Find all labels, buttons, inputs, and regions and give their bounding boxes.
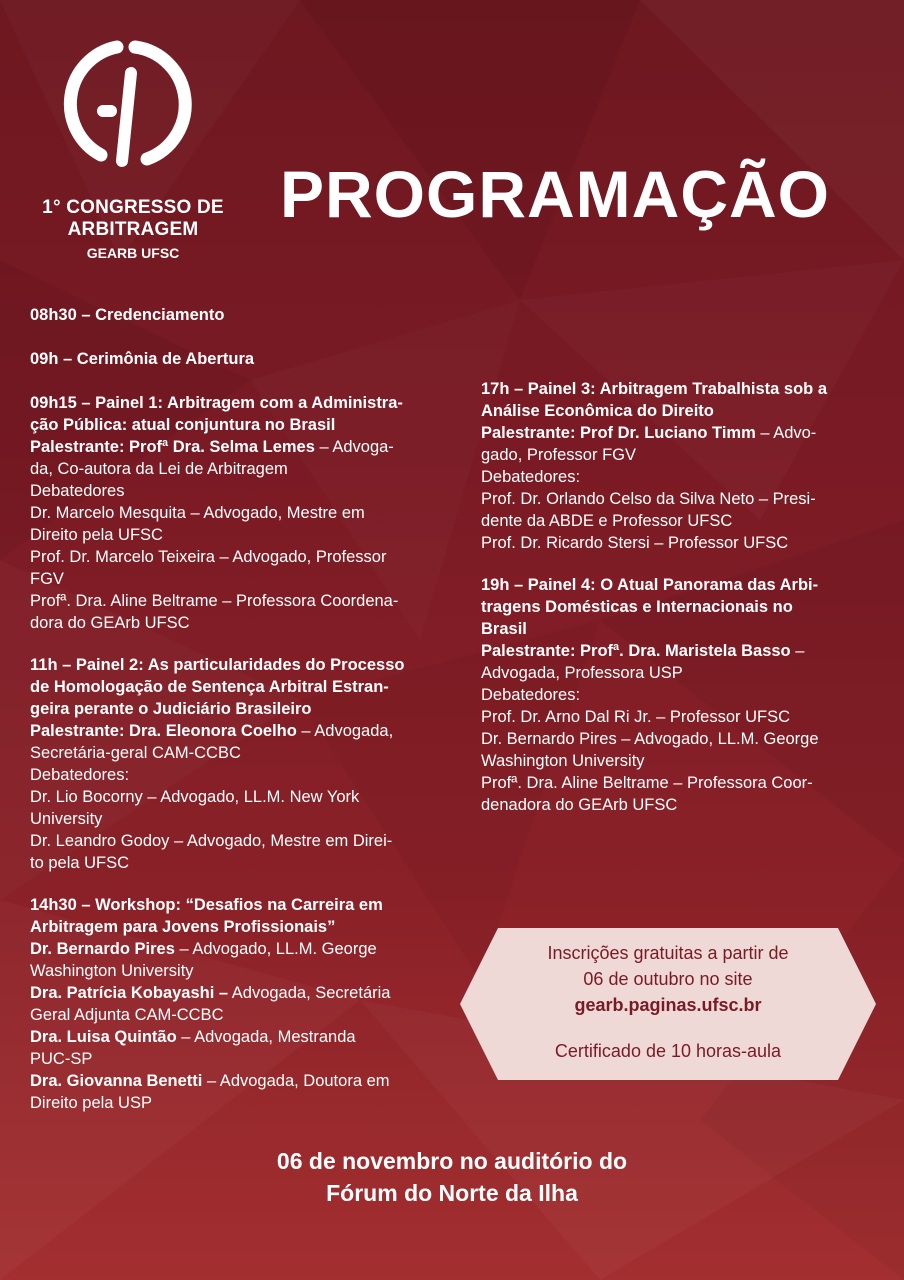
- schedule-line-text: Dr. Marcelo Mesquita – Advogado, Mestre em: [30, 504, 365, 522]
- schedule-block: [30, 894, 445, 1114]
- schedule-line-detail: – Advoga-: [314, 438, 394, 456]
- schedule-line: [481, 378, 866, 400]
- schedule-line-text: Dr. Bernardo Pires: [30, 940, 175, 958]
- schedule-line-text: Prof. Dr. Marcelo Teixeira – Advogado, Professor: [30, 548, 387, 566]
- schedule-line-detail: – Advo-: [755, 424, 817, 442]
- schedule-block: [30, 348, 445, 370]
- schedule-line-text: Debatedores:: [481, 468, 581, 486]
- schedule-line-text: Direito pela UFSC: [30, 526, 163, 544]
- schedule-line-text: Secretária-geral CAM-CCBC: [30, 744, 241, 762]
- schedule-line-text: geira perante o Judiciário Brasileiro: [30, 700, 312, 718]
- schedule-line-text: dora do GEArb UFSC: [30, 614, 190, 632]
- schedule-block: [481, 574, 866, 816]
- schedule-line: [30, 654, 445, 676]
- schedule-line-text: de Homologação de Sentença Arbitral Estran-: [30, 678, 389, 696]
- congress-name: [22, 197, 244, 263]
- schedule-line-text: 08h30 – Credenciamento: [30, 306, 225, 324]
- schedule-line: [30, 1048, 445, 1070]
- schedule-line: [30, 982, 445, 1004]
- schedule-line: [481, 574, 866, 596]
- schedule-line: [481, 794, 866, 816]
- registration-line1: Inscrições gratuitas a partir de: [547, 943, 789, 963]
- schedule-line-text: 09h15 – Painel 1: Arbitragem com a Administra-: [30, 394, 403, 412]
- schedule-line-text: 11h – Painel 2: As particularidades do Processo: [30, 656, 405, 674]
- congress-logo-icon: [55, 35, 195, 175]
- schedule-line: [30, 830, 445, 852]
- schedule-line: [481, 640, 866, 662]
- schedule-line: [30, 436, 445, 458]
- schedule-line-text: Dr. Lio Bocorny – Advogado, LL.M. New York: [30, 788, 360, 806]
- schedule-line-text: FGV: [30, 570, 64, 588]
- schedule-line: [30, 916, 445, 938]
- schedule-block: [30, 304, 445, 326]
- schedule-line-text: Profª. Dra. Aline Beltrame – Professora Coor-: [481, 774, 813, 792]
- schedule-line: [481, 596, 866, 618]
- event-date-venue: [0, 1145, 904, 1209]
- schedule-line: [481, 662, 866, 684]
- schedule-line-text: Dra. Giovanna Benetti: [30, 1072, 203, 1090]
- schedule-line-text: Debatedores: [30, 482, 125, 500]
- schedule-line: [30, 960, 445, 982]
- schedule-line-text: Análise Econômica do Direito: [481, 402, 714, 420]
- schedule-line-detail: – Advogada,: [296, 722, 394, 740]
- schedule-line-text: Washington University: [30, 962, 194, 980]
- schedule-line-text: Dra. Patrícia Kobayashi –: [30, 984, 229, 1002]
- schedule-line: [481, 444, 866, 466]
- schedule-line-detail: –: [790, 642, 805, 660]
- schedule-line: [30, 676, 445, 698]
- schedule-line: [481, 488, 866, 510]
- schedule-line-text: Prof. Dr. Orlando Celso da Silva Neto – Presi-: [481, 490, 816, 508]
- schedule-line: [30, 348, 445, 370]
- schedule-line: [30, 590, 445, 612]
- schedule-line: [30, 546, 445, 568]
- event-date: 06 de novembro no auditório do: [276, 1148, 628, 1174]
- certificate-info: Certificado de 10 horas-aula: [554, 1041, 782, 1061]
- schedule-line-text: Geral Adjunta CAM-CCBC: [30, 1006, 224, 1024]
- schedule-line: [30, 786, 445, 808]
- schedule-line: [481, 466, 866, 488]
- schedule-line-text: 09h – Cerimônia de Abertura: [30, 350, 255, 368]
- schedule-line-text: tragens Domésticas e Internacionais no: [481, 598, 793, 616]
- schedule-line: [30, 808, 445, 830]
- schedule-block: [481, 378, 866, 554]
- congress-title: 1° CONGRESSO DE ARBITRAGEM: [42, 197, 224, 240]
- registration-box: [460, 928, 876, 1080]
- schedule-line-text: Dr. Leandro Godoy – Advogado, Mestre em Direi-: [30, 832, 393, 850]
- schedule-line-text: 17h – Painel 3: Arbitragem Trabalhista sob a: [481, 380, 828, 398]
- schedule-line: [481, 772, 866, 794]
- schedule-line-detail: Advogada, Secretária: [228, 984, 391, 1002]
- schedule-line: [30, 612, 445, 634]
- schedule-line: [481, 750, 866, 772]
- schedule-line-detail: – Advogado, LL.M. George: [174, 940, 377, 958]
- schedule-block: [30, 392, 445, 634]
- schedule-line-text: University: [30, 810, 103, 828]
- schedule-line: [481, 532, 866, 554]
- schedule-line-text: Palestrante: Prof Dr. Luciano Timm: [481, 424, 756, 442]
- schedule-line: [30, 720, 445, 742]
- schedule-line: [30, 392, 445, 414]
- schedule-line-text: Palestrante: Profª. Dra. Maristela Basso: [481, 642, 791, 660]
- schedule-line-text: 14h30 – Workshop: “Desafios na Carreira em: [30, 896, 383, 914]
- schedule-line-text: gado, Professor FGV: [481, 446, 636, 464]
- schedule-line-text: PUC-SP: [30, 1050, 93, 1068]
- schedule-line: [481, 728, 866, 750]
- schedule-line-detail: – Advogada, Doutora em: [202, 1072, 390, 1090]
- schedule-line-text: Prof. Dr. Ricardo Stersi – Professor UFSC: [481, 534, 789, 552]
- schedule-line: [30, 1026, 445, 1048]
- schedule-line-text: Direito pela USP: [30, 1094, 152, 1112]
- schedule-line-text: to pela UFSC: [30, 854, 130, 872]
- schedule-line: [30, 1070, 445, 1092]
- registration-line2: 06 de outubro no site: [583, 969, 753, 989]
- schedule-line-text: Advogada, Professora USP: [481, 664, 683, 682]
- page-title: PROGRAMAÇÃO: [280, 157, 830, 231]
- schedule-line: [30, 894, 445, 916]
- schedule-line-text: Dra. Luisa Quintão: [30, 1028, 177, 1046]
- schedule-line-text: dente da ABDE e Professor UFSC: [481, 512, 733, 530]
- schedule-line-text: Washington University: [481, 752, 645, 770]
- schedule-line: [30, 568, 445, 590]
- schedule-line: [30, 304, 445, 326]
- schedule-line-text: Debatedores:: [481, 686, 581, 704]
- schedule-block: [30, 654, 445, 874]
- schedule-line: [30, 458, 445, 480]
- schedule-left-column: [30, 304, 445, 1134]
- schedule-line: [481, 422, 866, 444]
- schedule-line: [30, 852, 445, 874]
- schedule-line-text: 19h – Painel 4: O Atual Panorama das Arbi-: [481, 576, 819, 594]
- schedule-line-detail: – Advogada, Mestranda: [176, 1028, 356, 1046]
- schedule-line: [30, 524, 445, 546]
- schedule-line-text: Debatedores:: [30, 766, 130, 784]
- schedule-line: [481, 400, 866, 422]
- schedule-line: [30, 1092, 445, 1114]
- schedule-line: [30, 1004, 445, 1026]
- schedule-line: [481, 510, 866, 532]
- congress-organizer: GEARB UFSC: [86, 245, 180, 261]
- schedule-line: [30, 480, 445, 502]
- schedule-line-text: Brasil: [481, 620, 527, 638]
- schedule-line-text: Profª. Dra. Aline Beltrame – Professora Coordena-: [30, 592, 399, 610]
- schedule-line-text: Prof. Dr. Arno Dal Ri Jr. – Professor UFSC: [481, 708, 791, 726]
- schedule-line: [30, 938, 445, 960]
- schedule-line: [30, 742, 445, 764]
- schedule-line-text: da, Co-autora da Lei de Arbitragem: [30, 460, 288, 478]
- event-venue: Fórum do Norte da Ilha: [326, 1180, 578, 1206]
- schedule-line-text: ção Pública: atual conjuntura no Brasil: [30, 416, 336, 434]
- schedule-line: [30, 698, 445, 720]
- schedule-line-text: Palestrante: Dra. Eleonora Coelho: [30, 722, 297, 740]
- schedule-line: [30, 502, 445, 524]
- schedule-line: [481, 618, 866, 640]
- schedule-line: [481, 706, 866, 728]
- schedule-line: [30, 414, 445, 436]
- schedule-line-text: denadora do GEArb UFSC: [481, 796, 678, 814]
- schedule-line-text: Palestrante: Profª Dra. Selma Lemes: [30, 438, 315, 456]
- schedule-line-text: Dr. Bernardo Pires – Advogado, LL.M. George: [481, 730, 819, 748]
- schedule-line: [481, 684, 866, 706]
- registration-url-link[interactable]: gearb.paginas.ufsc.br: [574, 995, 762, 1015]
- schedule-line-text: Arbitragem para Jovens Profissionais”: [30, 918, 336, 936]
- schedule-line: [30, 764, 445, 786]
- schedule-right-column: [481, 378, 866, 836]
